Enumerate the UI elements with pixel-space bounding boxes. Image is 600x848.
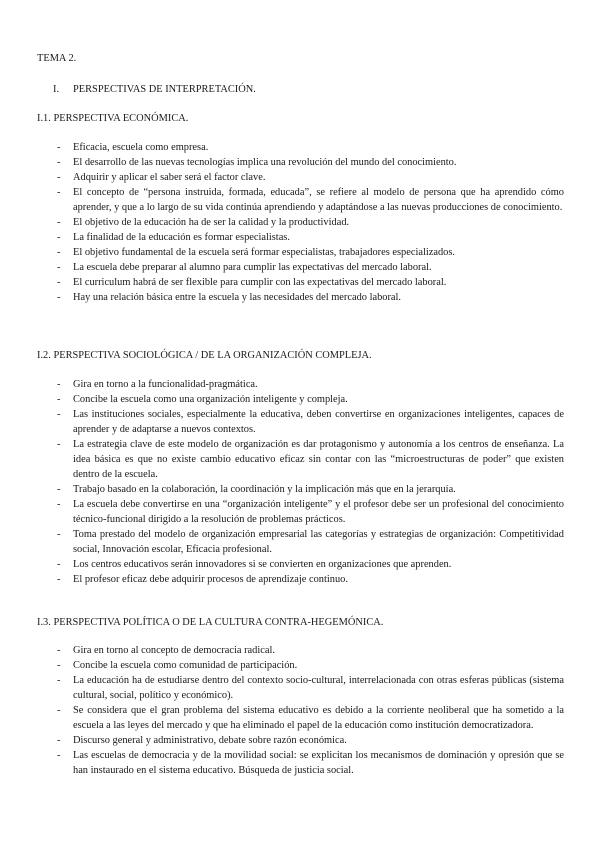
bullet-dash: - (57, 232, 61, 243)
bullet-dash: - (57, 439, 61, 450)
section-heading-politica: I.3. PERSPECTIVA POLÍTICA O DE LA CULTURA CONTRA-HEGEMÓNICA. (37, 617, 384, 628)
bullet-dash: - (57, 705, 61, 716)
bullet-dash: - (57, 277, 61, 288)
list-item: - La estrategia clave de este modelo de organización es dar protagonismo y autonomía a los centros de enseñanza. La idea básica es que no existe cambio educativo eficaz sin contar con las “microestructuras de poder” que existen dentro de la escuela. (57, 439, 564, 480)
section-heading-sociologica: I.2. PERSPECTIVA SOCIOLÓGICA / DE LA ORGANIZACIÓN COMPLEJA. (37, 350, 372, 361)
list-item: - La escuela debe preparar al alumno para cumplir las expectativas del mercado laboral. (57, 262, 432, 273)
bullet-dash: - (57, 187, 61, 198)
section-list-economica (37, 140, 564, 305)
list-item: - Concibe la escuela como comunidad de participación. (57, 660, 298, 671)
section-list-sociologica (37, 377, 564, 587)
bullet-dash: - (57, 660, 61, 671)
bullet-dash: - (57, 735, 61, 746)
list-item: - El concepto de “persona instruida, formada, educada”, se refiere al modelo de persona que ha aprendido cómo aprender, y que a lo largo de su vida continúa aprendiendo y adaptándose a las nuevas producciones de conocimiento. (57, 187, 564, 213)
list-item: - El objetivo fundamental de la escuela será formar especialistas, trabajadores especializados. (57, 247, 455, 258)
section-list-politica (37, 643, 564, 778)
list-item: - El curriculum habrá de ser flexible para cumplir con las expectativas del mercado laboral. (57, 277, 447, 288)
list-item: - Las escuelas de democracia y de la movilidad social: se explicitan los mecanismos de dominación y opresión que se han instaurado en el sistema educativo. Búsqueda de justicia social. (57, 750, 564, 776)
list-item: - Toma prestado del modelo de organización empresarial las categorías y estrategias de organización: Competitividad social, Innovación escolar, Eficacia profesional. (57, 529, 564, 555)
document-title: TEMA 2. (37, 53, 77, 64)
main-heading (53, 82, 256, 97)
bullet-dash: - (57, 409, 61, 420)
list-item: - El objetivo de la educación ha de ser la calidad y la productividad. (57, 217, 350, 228)
list-item: - Se considera que el gran problema del sistema educativo es debido a la corriente neoliberal que ha sometido a la escuela a las leyes del mercado y que ha eliminado el papel de la educación como institución democratizadora. (57, 705, 564, 731)
bullet-dash: - (57, 262, 61, 273)
list-item: - Concibe la escuela como una organización inteligente y compleja. (57, 394, 348, 405)
list-item: - La finalidad de la educación es formar especialistas. (57, 232, 290, 243)
bullet-dash: - (57, 292, 61, 303)
list-item: - Trabajo basado en la colaboración, la coordinación y la implicación más que en la jerarquía. (57, 484, 456, 495)
bullet-dash: - (57, 574, 61, 585)
list-item: - El profesor eficaz debe adquirir procesos de aprendizaje continuo. (57, 574, 348, 585)
list-item: - Gira en torno al concepto de democracia radical. (57, 645, 275, 656)
list-item: - Discurso general y administrativo, debate sobre razón económica. (57, 735, 347, 746)
list-item: - El desarrollo de las nuevas tecnologías implica una revolución del mundo del conocimiento. (57, 157, 457, 168)
bullet-dash: - (57, 645, 61, 656)
list-item: - Las instituciones sociales, especialmente la educativa, deben convertirse en organizaciones inteligentes, capaces de aprender y de adaptarse a nuevos contextos. (57, 409, 564, 435)
list-item: - Gira en torno a la funcionalidad-pragmática. (57, 379, 258, 390)
bullet-dash: - (57, 142, 61, 153)
list-item: - Los centros educativos serán innovadores si se convierten en organizaciones que aprenden. (57, 559, 452, 570)
bullet-dash: - (57, 247, 61, 258)
bullet-dash: - (57, 529, 61, 540)
section-heading-economica: I.1. PERSPECTIVA ECONÓMICA. (37, 113, 189, 124)
bullet-dash: - (57, 379, 61, 390)
list-item: - La educación ha de estudiarse dentro del contexto socio-cultural, interrelacionada con otras esferas públicas (sistema cultural, social, político y económico). (57, 675, 564, 701)
bullet-dash: - (57, 217, 61, 228)
bullet-dash: - (57, 675, 61, 686)
bullet-dash: - (57, 499, 61, 510)
list-item: - Eficacia, escuela como empresa. (57, 142, 209, 153)
bullet-dash: - (57, 484, 61, 495)
list-item: - Adquirir y aplicar el saber será el factor clave. (57, 172, 266, 183)
bullet-dash: - (57, 172, 61, 183)
list-item: - Hay una relación básica entre la escuela y las necesidades del mercado laboral. (57, 292, 402, 303)
bullet-dash: - (57, 750, 61, 761)
bullet-dash: - (57, 394, 61, 405)
list-item: - La escuela debe convertirse en una “organización inteligente” y el profesor debe ser un profesional del conocimiento técnico-funcional dirigido a la resolución de problemas prácticos. (57, 499, 564, 525)
bullet-dash: - (57, 157, 61, 168)
main-heading-number: I. (53, 84, 60, 95)
bullet-dash: - (57, 559, 61, 570)
main-heading-text: PERSPECTIVAS DE INTERPRETACIÓN. (73, 84, 256, 95)
